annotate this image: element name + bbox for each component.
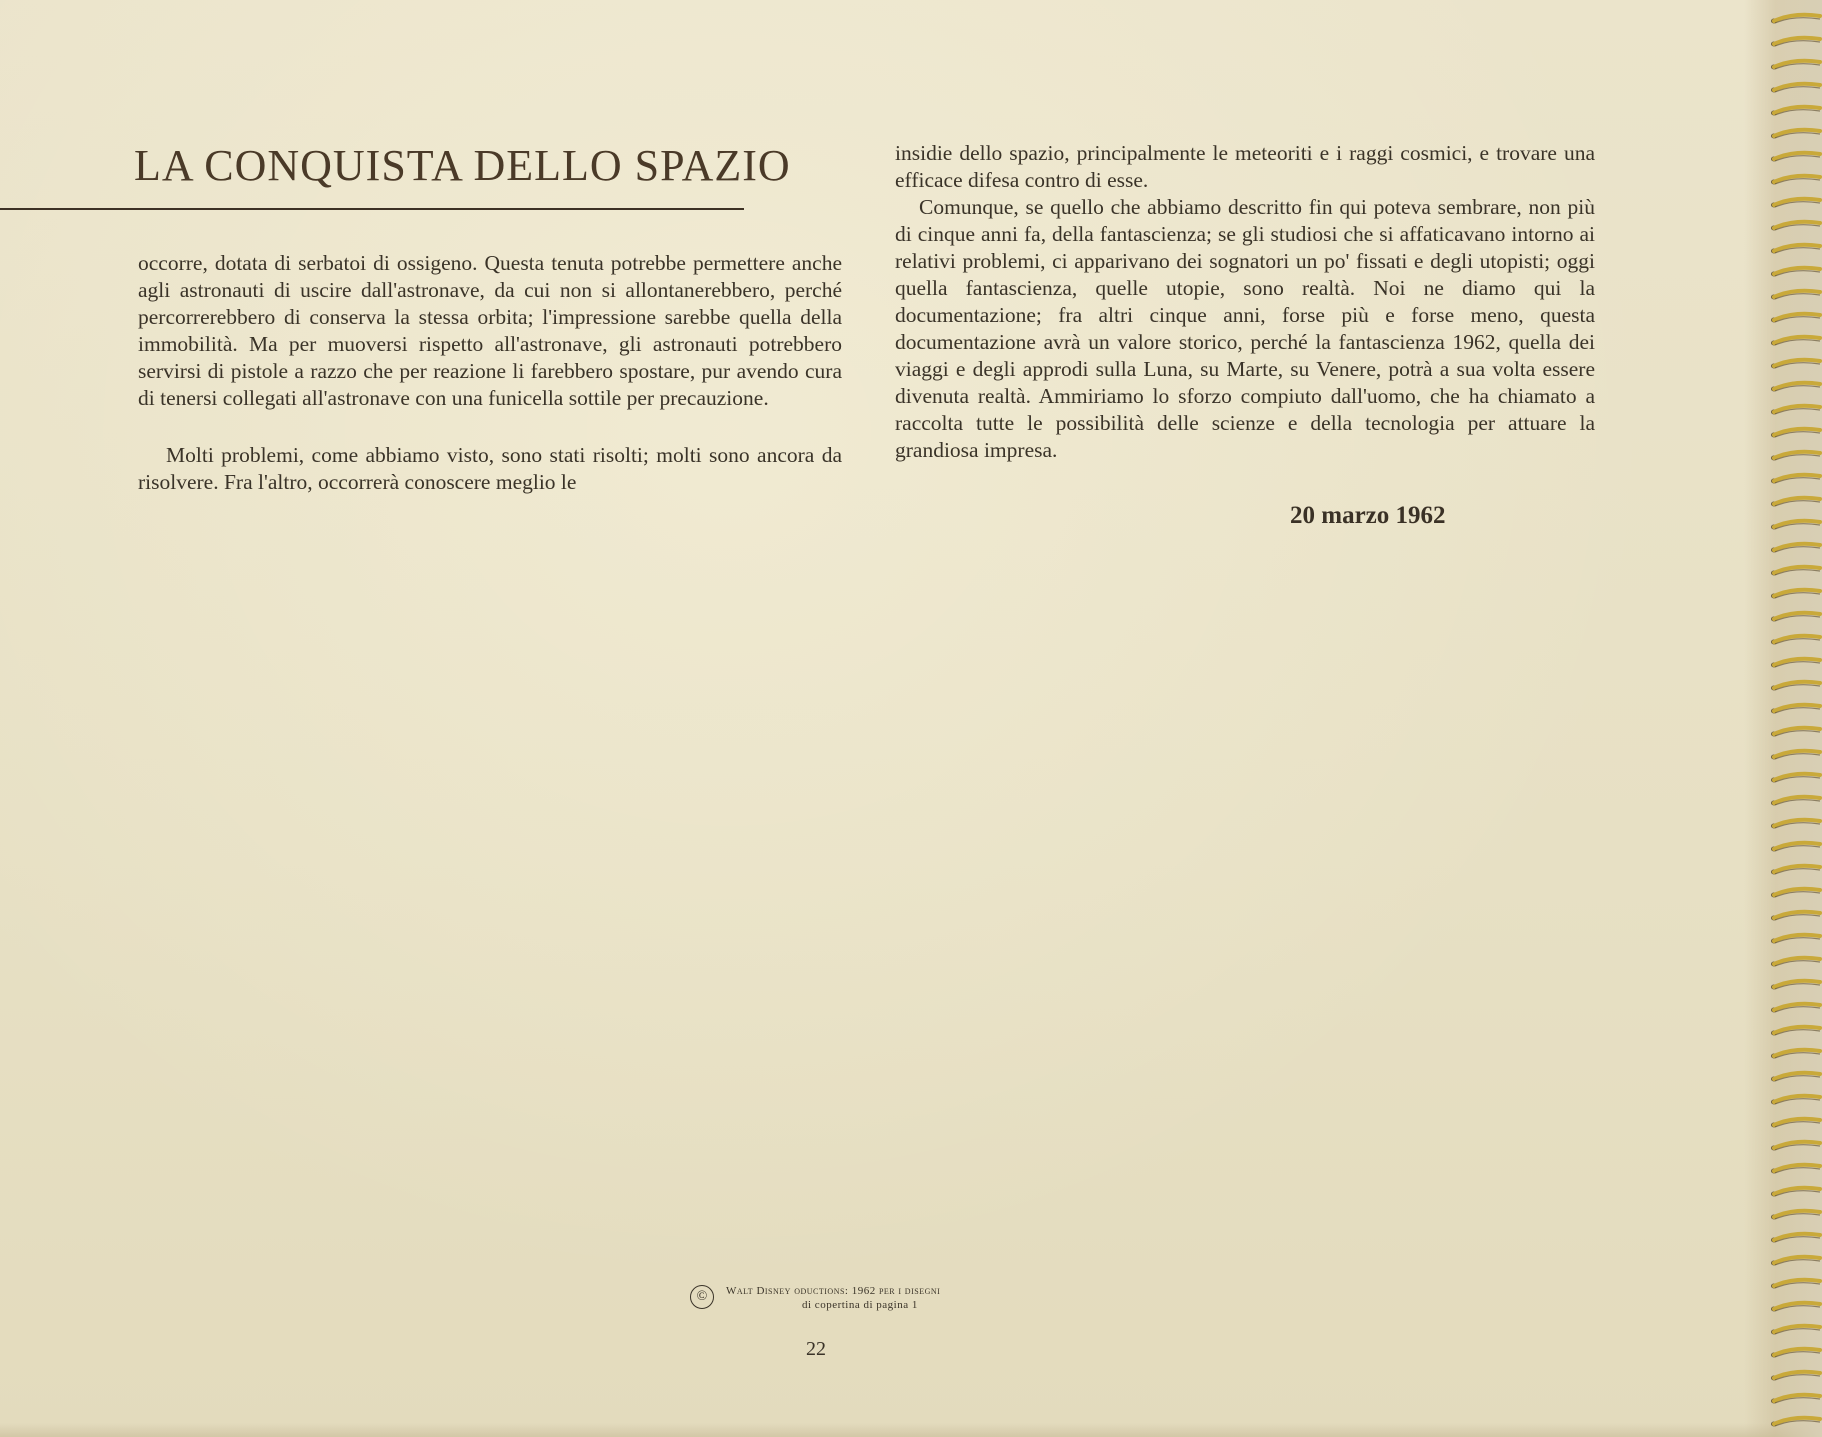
left-paragraph-2: Molti problemi, come abbiamo visto, sono stati risolti; molti sono ancora da risolvere. Fra l'altro, occorrerà conoscere meglio le [138, 443, 842, 494]
title-rule [0, 208, 744, 210]
right-paragraph-1: insidie dello spazio, principalmente le meteoriti e i raggi cosmici, e trovare una efficace difesa contro di esse. [895, 141, 1595, 192]
copyright-note [690, 1283, 1070, 1323]
spiral-binding [1744, 0, 1822, 1437]
right-column [895, 140, 1595, 464]
credit-line-2: di copertina di pagina 1 [802, 1299, 918, 1311]
page-title: LA CONQUISTA DELLO SPAZIO [134, 141, 791, 190]
left-paragraph-1: occorre, dotata di serbatoi di ossigeno. Questa tenuta potrebbe permettere anche agli astronauti di uscire dall'astronave, da cui non si allontanerebbero, perché percorrerebbero di conserva la stessa orbita; l'impressione sarebbe quella della immobilità. Ma per muoversi rispetto all'astronave, gli astronauti potrebbero servirsi di pistole a razzo che per reazione li farebbero spostare, pur avendo cura di tenersi collegati all'astronave con una funicella sottile per precauzione. [138, 251, 842, 410]
credit-line-1: Walt Disney oductions: 1962 per i disegni [726, 1285, 941, 1297]
page-edge-shadow [0, 1423, 1822, 1437]
copyright-icon: © [690, 1285, 714, 1309]
right-paragraph-2: Comunque, se quello che abbiamo descritto fin qui poteva sembrare, non più di cinque anni fa, della fantascienza; se gli studiosi che si affaticavano intorno ai relativi problemi, ci apparivano dei sognatori un po' fissati e degli utopisti; oggi quella fantascienza, quelle utopie, sono realtà. Noi ne diamo qui la documentazione; fra altri cinque anni, forse più e forse meno, questa documentazione avrà un valore storico, perché la fantascienza 1962, quella dei viaggi e degli approdi sulla Luna, su Marte, su Venere, potrà a sua volta essere divenuta realtà. Ammiriamo lo sforzo compiuto dall'uomo, che ha chiamato a raccolta tutte le possibilità delle scienze e della tecnologia per attuare la grandiosa impresa. [895, 195, 1595, 462]
left-column [138, 250, 842, 496]
date-signature: 20 marzo 1962 [1290, 502, 1446, 529]
page-number: 22 [806, 1338, 826, 1360]
spiral-binding-icon [1744, 0, 1822, 1437]
